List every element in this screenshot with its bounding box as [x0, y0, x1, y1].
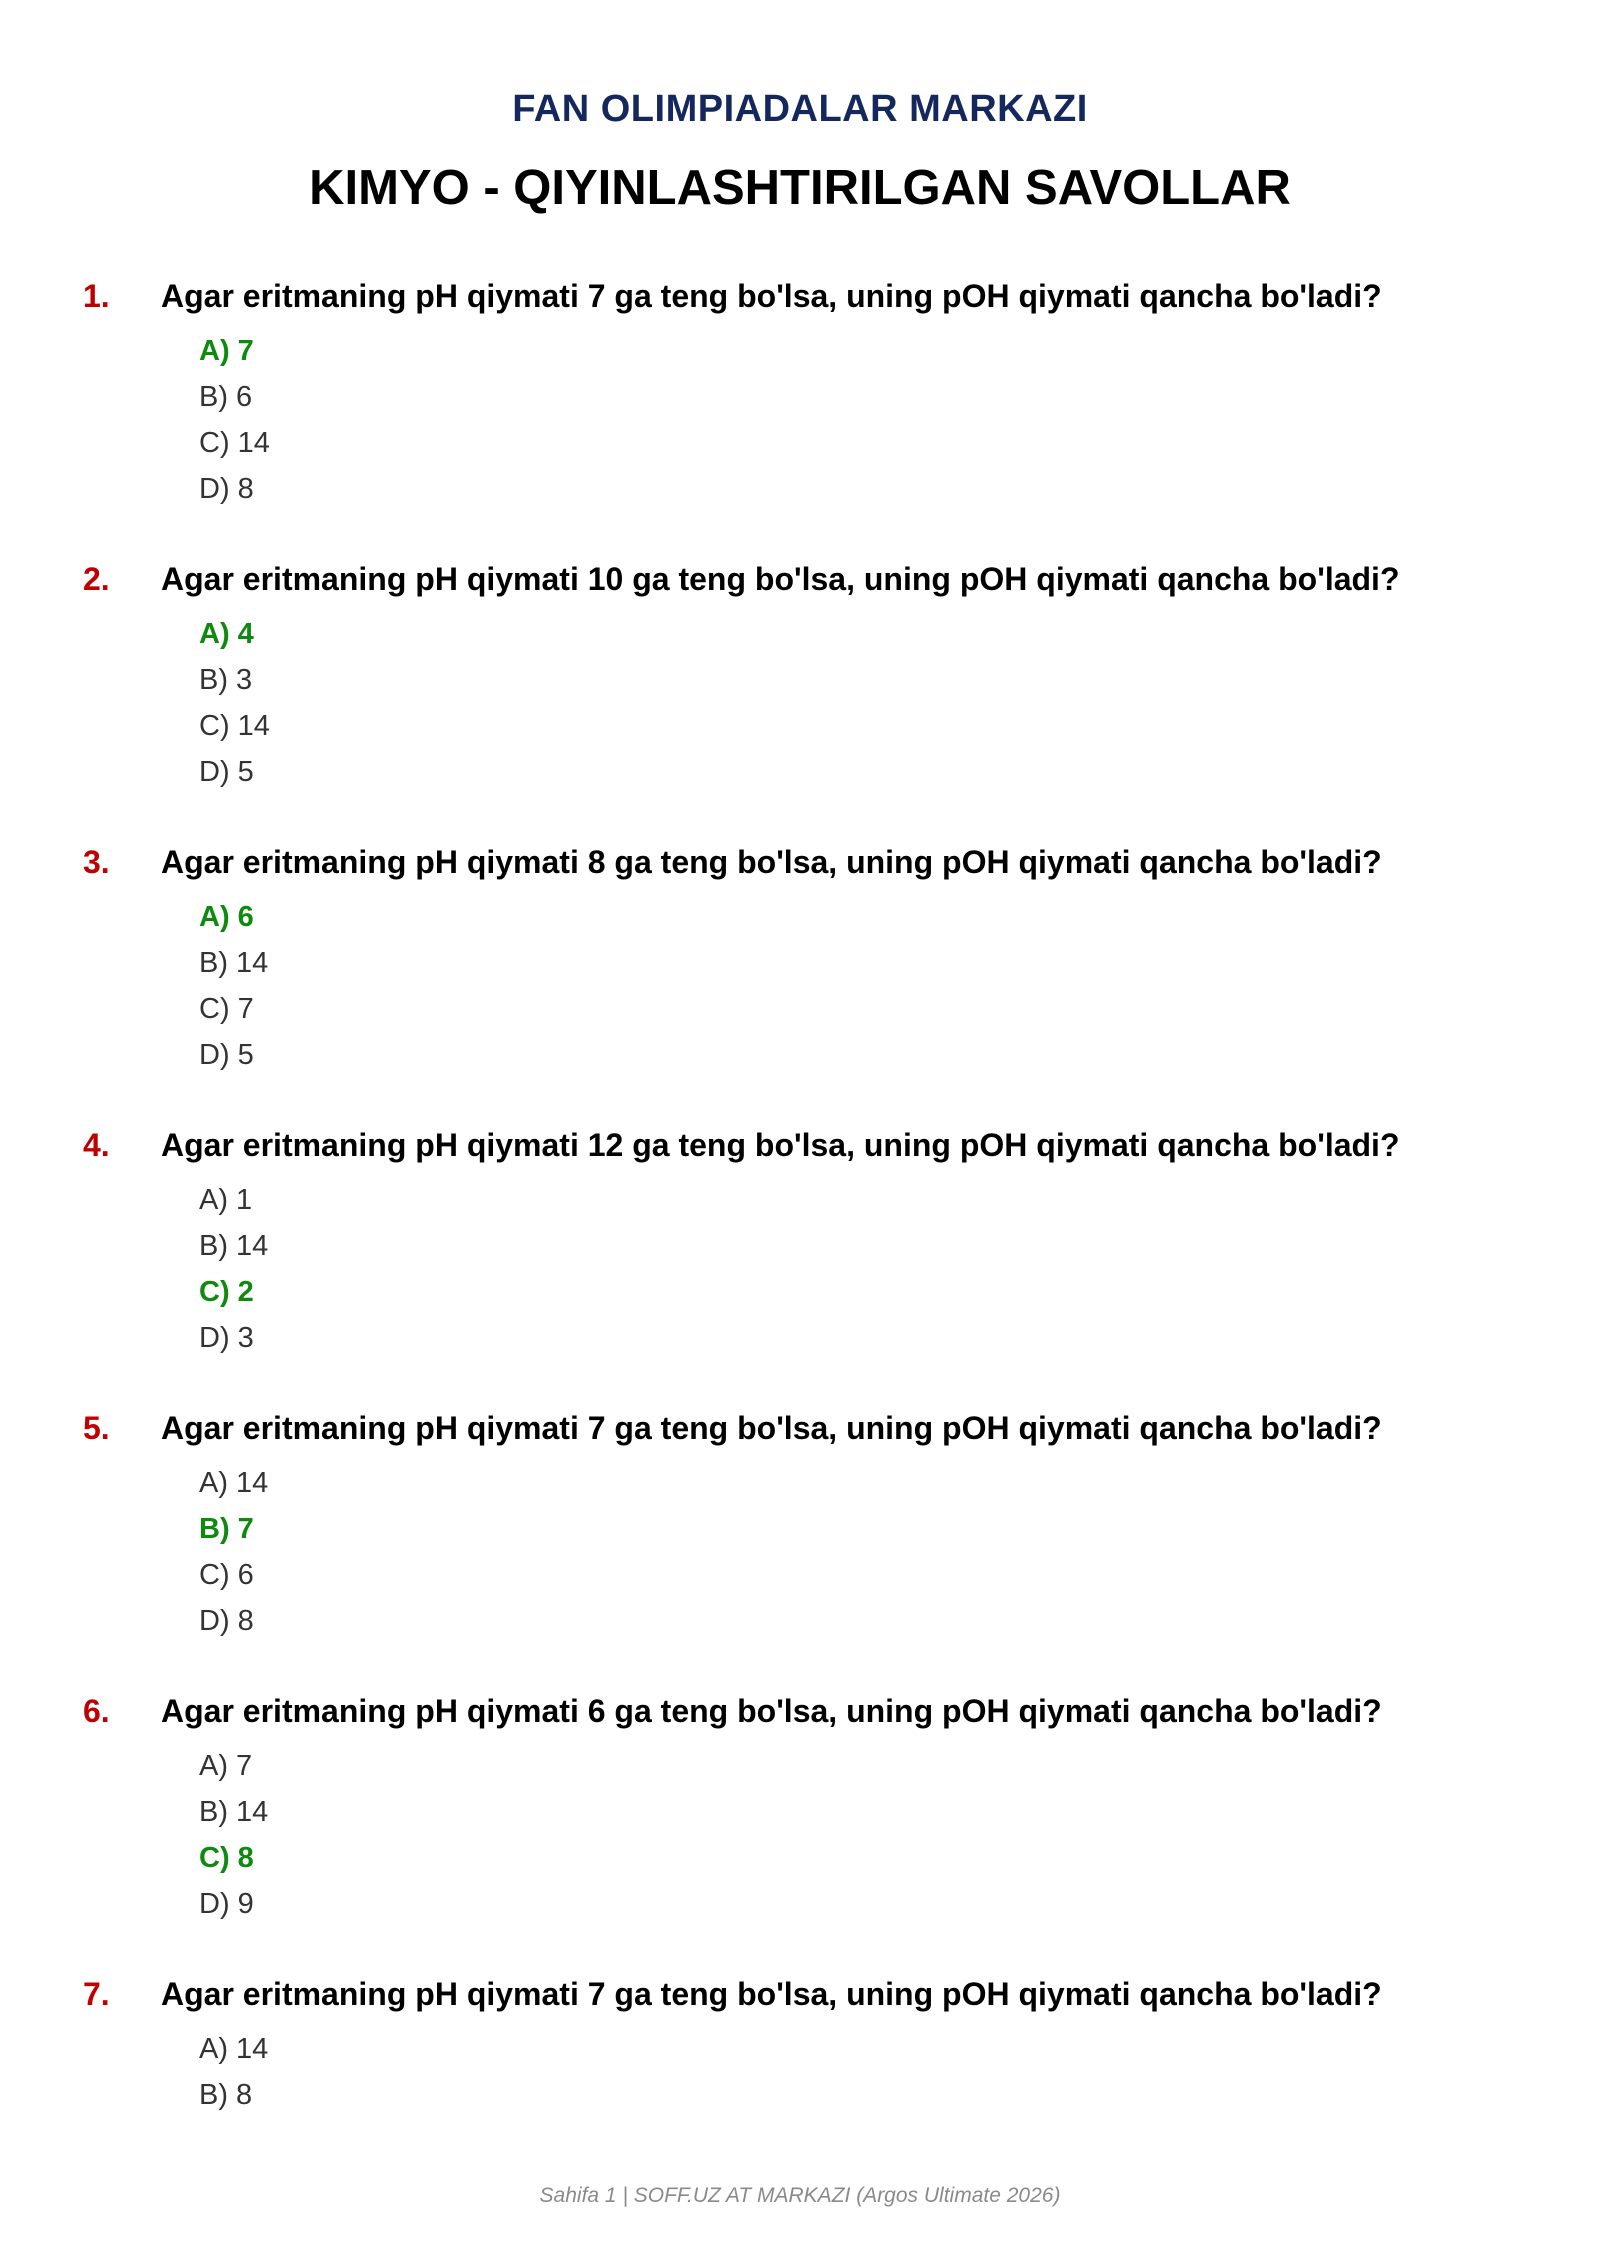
question-number: 5. [83, 1410, 110, 1446]
answer-option: C) 14 [199, 427, 270, 459]
answer-option: D) 3 [199, 1322, 254, 1354]
question-item [0, 1410, 1600, 1693]
question-text: Agar eritmaning pH qiymati 7 ga teng bo'lsa, uning pOH qiymati qancha bo'ladi? [161, 1976, 1382, 2012]
answer-option: C) 2 [199, 1276, 254, 1308]
answer-option: D) 8 [199, 1605, 254, 1637]
question-number: 4. [83, 1127, 110, 1163]
answer-option: C) 14 [199, 710, 270, 742]
answer-option: B) 14 [199, 1230, 269, 1262]
answer-options [199, 333, 270, 517]
question-item [0, 278, 1600, 561]
question-item [0, 561, 1600, 844]
question-number: 7. [83, 1976, 110, 2012]
question-text: Agar eritmaning pH qiymati 6 ga teng bo'lsa, uning pOH qiymati qancha bo'ladi? [161, 1693, 1382, 1729]
question-text: Agar eritmaning pH qiymati 10 ga teng bo'lsa, uning pOH qiymati qancha bo'ladi? [161, 561, 1400, 597]
answer-option: D) 8 [199, 473, 254, 505]
answer-option: B) 7 [199, 1513, 254, 1545]
answer-option: C) 8 [199, 1842, 254, 1874]
answer-option: B) 8 [199, 2079, 253, 2111]
page-title: KIMYO - QIYINLASHTIRILGAN SAVOLLAR [309, 161, 1291, 215]
answer-options [199, 899, 268, 1083]
answer-option: B) 14 [199, 1796, 269, 1828]
answer-option: D) 9 [199, 1888, 254, 1920]
answer-option: C) 6 [199, 1559, 254, 1591]
question-list [0, 278, 1600, 2259]
answer-option: D) 5 [199, 1039, 254, 1071]
answer-option: B) 14 [199, 947, 269, 979]
answer-options [199, 616, 270, 800]
question-number: 1. [83, 278, 110, 314]
question-item [0, 844, 1600, 1127]
answer-option: C) 7 [199, 993, 254, 1025]
answer-option: A) 7 [199, 335, 254, 367]
answer-options [199, 1465, 268, 1649]
answer-option: A) 6 [199, 901, 254, 933]
question-text: Agar eritmaning pH qiymati 12 ga teng bo'lsa, uning pOH qiymati qancha bo'ladi? [161, 1127, 1400, 1163]
question-number: 6. [83, 1693, 110, 1729]
answer-option: B) 3 [199, 664, 253, 696]
question-number: 3. [83, 844, 110, 880]
page-footer: Sahifa 1 | SOFF.UZ AT MARKAZI (Argos Ultimate 2026) [539, 2184, 1061, 2207]
answer-options [199, 1748, 268, 1932]
answer-options [199, 1182, 268, 1366]
question-item [0, 1693, 1600, 1976]
question-text: Agar eritmaning pH qiymati 7 ga teng bo'lsa, uning pOH qiymati qancha bo'ladi? [161, 278, 1382, 314]
organization-title: FAN OLIMPIADALAR MARKAZI [512, 88, 1088, 130]
answer-option: A) 14 [199, 1467, 269, 1499]
answer-option: D) 5 [199, 756, 254, 788]
answer-option: B) 6 [199, 381, 253, 413]
answer-option: A) 1 [199, 1184, 253, 1216]
question-text: Agar eritmaning pH qiymati 8 ga teng bo'lsa, uning pOH qiymati qancha bo'ladi? [161, 844, 1382, 880]
answer-option: A) 4 [199, 618, 254, 650]
question-item [0, 1976, 1600, 2259]
answer-option: A) 7 [199, 1750, 253, 1782]
question-number: 2. [83, 561, 110, 597]
answer-option: A) 14 [199, 2033, 269, 2065]
question-text: Agar eritmaning pH qiymati 7 ga teng bo'lsa, uning pOH qiymati qancha bo'ladi? [161, 1410, 1382, 1446]
answer-options [199, 2031, 268, 2123]
question-item [0, 1127, 1600, 1410]
